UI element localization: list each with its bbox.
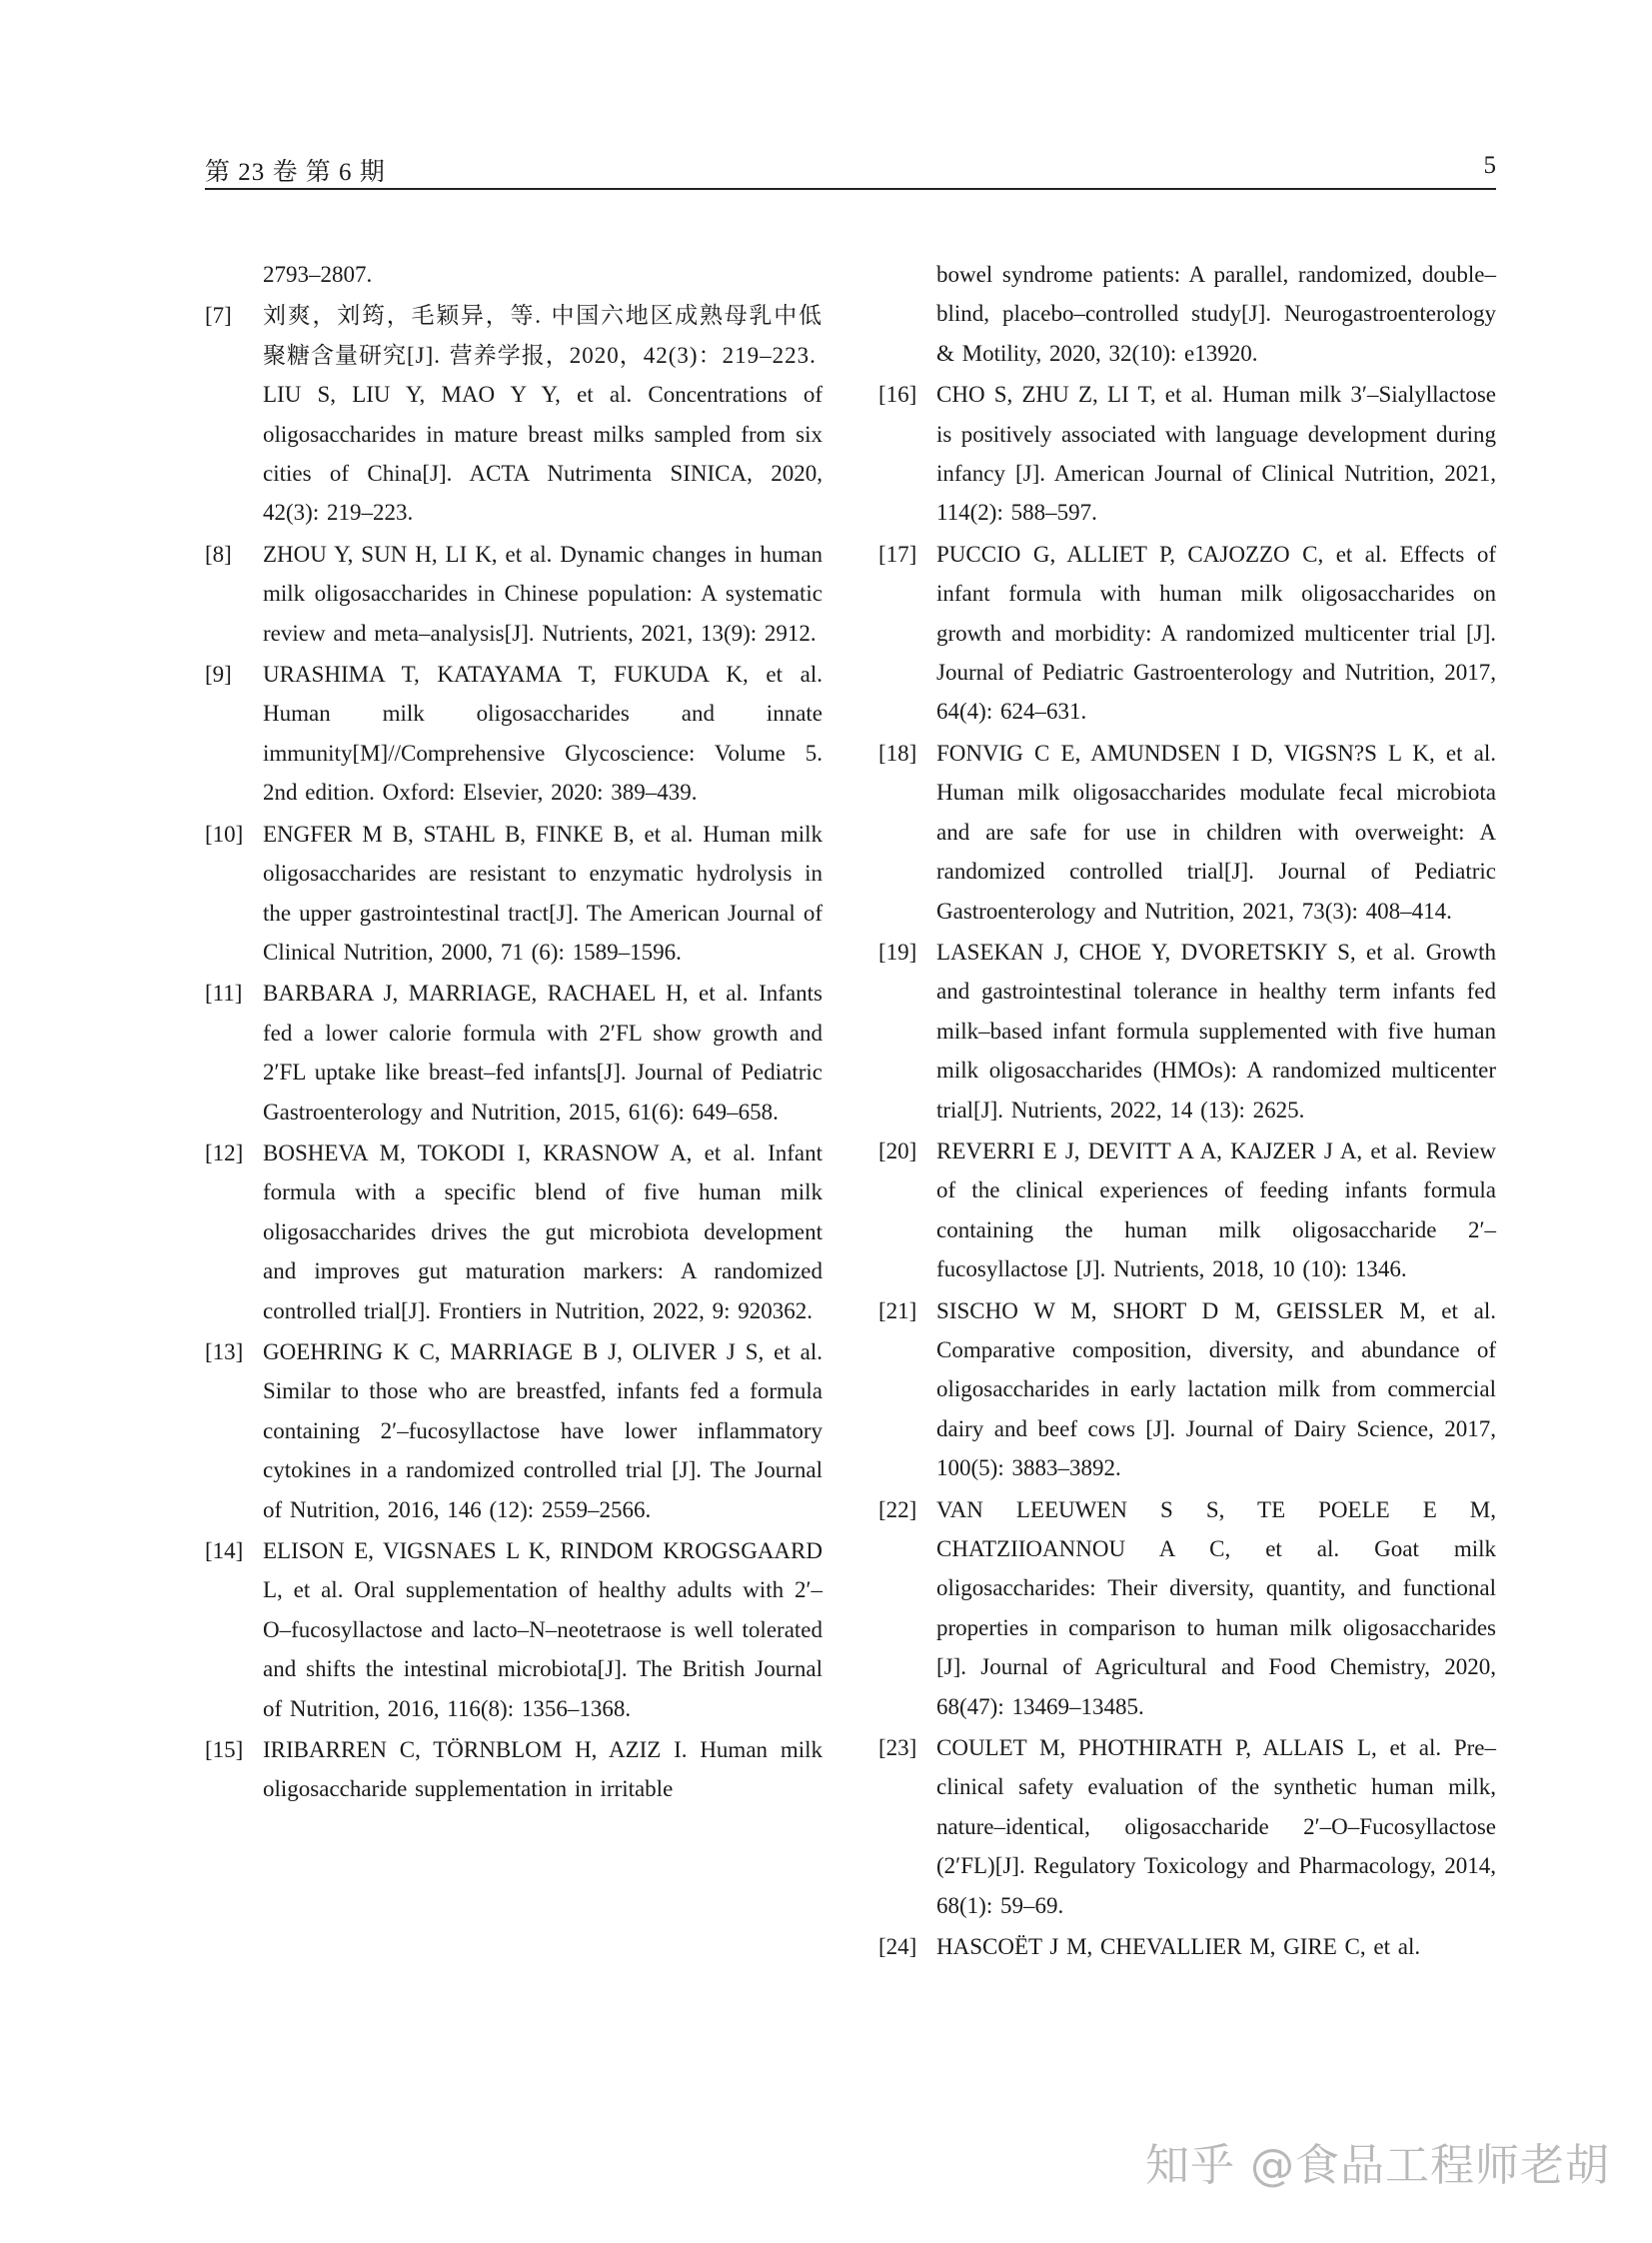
reference-item <box>878 1490 1496 1726</box>
reference-item <box>205 655 823 813</box>
reference-number: [18] <box>878 740 917 766</box>
reference-item <box>205 1332 823 1529</box>
reference-text: HASCOËT J M, CHEVALLIER M, GIRE C, et al. <box>936 1934 1421 1960</box>
reference-number: [21] <box>878 1297 917 1323</box>
reference-number: [15] <box>205 1737 244 1763</box>
reference-text: ZHOU Y, SUN H, LI K, et al. Dynamic changes in human milk oligosaccharides in Chinese population: A systematic review and meta–analysis[J]. Nutrients, 2021, 13(9): 2912. <box>263 541 823 646</box>
reference-number: [17] <box>878 541 917 567</box>
reference-text: REVERRI E J, DEVITT A A, KAJZER J A, et al. Review of the clinical experiences of feeding infants formula containing the human milk oligosaccharide 2′–fucosyllactose [J]. Nutrients, 2018, 10 (10): 1346. <box>936 1137 1496 1282</box>
reference-number: [22] <box>878 1496 917 1522</box>
reference-column-left <box>205 255 823 1811</box>
reference-number: [11] <box>205 981 243 1007</box>
reference-text: BOSHEVA M, TOKODI I, KRASNOW A, et al. Infant formula with a specific blend of five human milk oligosaccharides drives the gut microbiota development and improves gut maturation markers: A randomized controlled trial[J]. Frontiers in Nutrition, 2022, 9: 920362. <box>263 1139 823 1323</box>
zhihu-watermark: 知乎 @食品工程师老胡 <box>1145 2140 1610 2191</box>
reference-item <box>878 1728 1496 1925</box>
reference-item <box>878 255 1496 373</box>
reference-number: [12] <box>205 1139 244 1165</box>
reference-text: COULET M, PHOTHIRATH P, ALLAIS L, et al. Pre–clinical safety evaluation of the synthetic human milk, nature–identical, oligosaccharide 2′–O–Fucosyllactose (2′FL)[J]. Regulatory Toxicology and Pharmacology, 2014, 68(1): 59–69. <box>936 1735 1496 1918</box>
reference-text: VAN LEEUWEN S S, TE POELE E M, CHATZIIOANNOU A C, et al. Goat milk oligosaccharides: Their diversity, quantity, and functional properties in comparison to human milk oligosaccharides [J]. Journal of Agricultural and Food Chemistry, 2020, 68(47): 13469–13485. <box>936 1496 1496 1719</box>
running-header <box>205 152 1496 190</box>
reference-text-chinese: 刘爽，刘筠，毛颖异，等. 中国六地区成熟母乳中低聚糖含量研究[J]. 营养学报，2020，42(3)：219–223. <box>263 303 823 368</box>
reference-item <box>878 734 1496 931</box>
reference-number: [23] <box>878 1735 917 1761</box>
reference-text: FONVIG C E, AMUNDSEN I D, VIGSN?S L K, et al. Human milk oligosaccharides modulate fecal microbiota and are safe for use in children with overweight: A randomized controlled trial[J]. Journal of Pediatric Gastroenterology and Nutrition, 2021, 73(3): 408–414. <box>936 740 1496 924</box>
reference-number: [9] <box>205 662 232 688</box>
reference-item <box>205 815 823 973</box>
reference-number: [19] <box>878 939 917 965</box>
reference-text: LASEKAN J, CHOE Y, DVORETSKIY S, et al. Growth and gastrointestinal tolerance in healthy term infants fed milk–based infant formula supplemented with five human milk oligosaccharides (HMOs): A randomized multicenter trial[J]. Nutrients, 2022, 14 (13): 2625. <box>936 939 1496 1122</box>
reference-number: [16] <box>878 382 917 408</box>
reference-item <box>205 1730 823 1809</box>
reference-item <box>878 1131 1496 1289</box>
reference-number: [24] <box>878 1934 917 1960</box>
page-number: 5 <box>1483 152 1496 179</box>
reference-number: [7] <box>205 303 232 329</box>
reference-item <box>878 1291 1496 1488</box>
reference-item <box>205 535 823 653</box>
journal-issue: 第 23 卷 第 6 期 <box>205 159 386 186</box>
reference-text: bowel syndrome patients: A parallel, randomized, double–blind, placebo–controlled study[J]. Neurogastroenterology & Motility, 2020, 32(10): e13920. <box>936 262 1496 366</box>
reference-number: [14] <box>205 1538 244 1563</box>
reference-item <box>878 933 1496 1129</box>
reference-item <box>205 1531 823 1728</box>
reference-number: [10] <box>205 821 244 847</box>
reference-column-right <box>878 255 1496 1968</box>
reference-item <box>205 1133 823 1330</box>
reference-item <box>205 974 823 1131</box>
reference-text: SISCHO W M, SHORT D M, GEISSLER M, et al. Comparative composition, diversity, and abundance of oligosaccharides in early lactation milk from commercial dairy and beef cows [J]. Journal of Dairy Science, 2017, 100(5): 3883–3892. <box>936 1297 1496 1481</box>
reference-number: [13] <box>205 1338 244 1364</box>
reference-number: [20] <box>878 1137 917 1163</box>
reference-text: URASHIMA T, KATAYAMA T, FUKUDA K, et al. Human milk oligosaccharides and innate immunity[M]//Comprehensive Glycoscience: Volume 5. 2nd edition. Oxford: Elsevier, 2020: 389–439. <box>263 662 823 806</box>
reference-text: IRIBARREN C, TÖRNBLOM H, AZIZ I. Human milk oligosaccharide supplementation in irritable <box>263 1737 823 1802</box>
reference-text: ELISON E, VIGSNAES L K, RINDOM KROGSGAARD L, et al. Oral supplementation of healthy adults with 2′–O–fucosyllactose and lacto–N–neotetraose is well tolerated and shifts the intestinal microbiota[J]. The British Journal of Nutrition, 2016, 116(8): 1356–1368. <box>263 1538 823 1721</box>
reference-text: CHO S, ZHU Z, LI T, et al. Human milk 3′–Sialyllactose is positively associated with language development during infancy [J]. American Journal of Clinical Nutrition, 2021, 114(2): 588–597. <box>936 382 1496 526</box>
reference-item <box>205 255 823 294</box>
reference-item <box>878 1927 1496 1966</box>
reference-text: BARBARA J, MARRIAGE, RACHAEL H, et al. Infants fed a lower calorie formula with 2′FL show growth and 2′FL uptake like breast–fed infants[J]. Journal of Pediatric Gastroenterology and Nutrition, 2015, 61(6): 649–658. <box>263 981 823 1124</box>
reference-item <box>205 296 823 532</box>
reference-item <box>878 375 1496 533</box>
reference-text-english: LIU S, LIU Y, MAO Y Y, et al. Concentrations of oligosaccharides in mature breast milks sampled from six cities of China[J]. ACTA Nutrimenta SINICA, 2020, 42(3): 219–223. <box>263 382 823 526</box>
reference-text: PUCCIO G, ALLIET P, CAJOZZO C, et al. Effects of infant formula with human milk oligosaccharides on growth and morbidity: A randomized multicenter trial [J]. Journal of Pediatric Gastroenterology and Nutrition, 2017, 64(4): 624–631. <box>936 541 1496 725</box>
reference-text: GOEHRING K C, MARRIAGE B J, OLIVER J S, et al. Similar to those who are breastfed, infants fed a formula containing 2′–fucosyllactose have lower inflammatory cytokines in a randomized controlled trial [J]. The Journal of Nutrition, 2016, 146 (12): 2559–2566. <box>263 1338 823 1522</box>
reference-text: ENGFER M B, STAHL B, FINKE B, et al. Human milk oligosaccharides are resistant to enzymatic hydrolysis in the upper gastrointestinal tract[J]. The American Journal of Clinical Nutrition, 2000, 71 (6): 1589–1596. <box>263 821 823 965</box>
reference-item <box>878 535 1496 732</box>
reference-text: 2793–2807. <box>263 262 373 287</box>
reference-number: [8] <box>205 541 232 567</box>
